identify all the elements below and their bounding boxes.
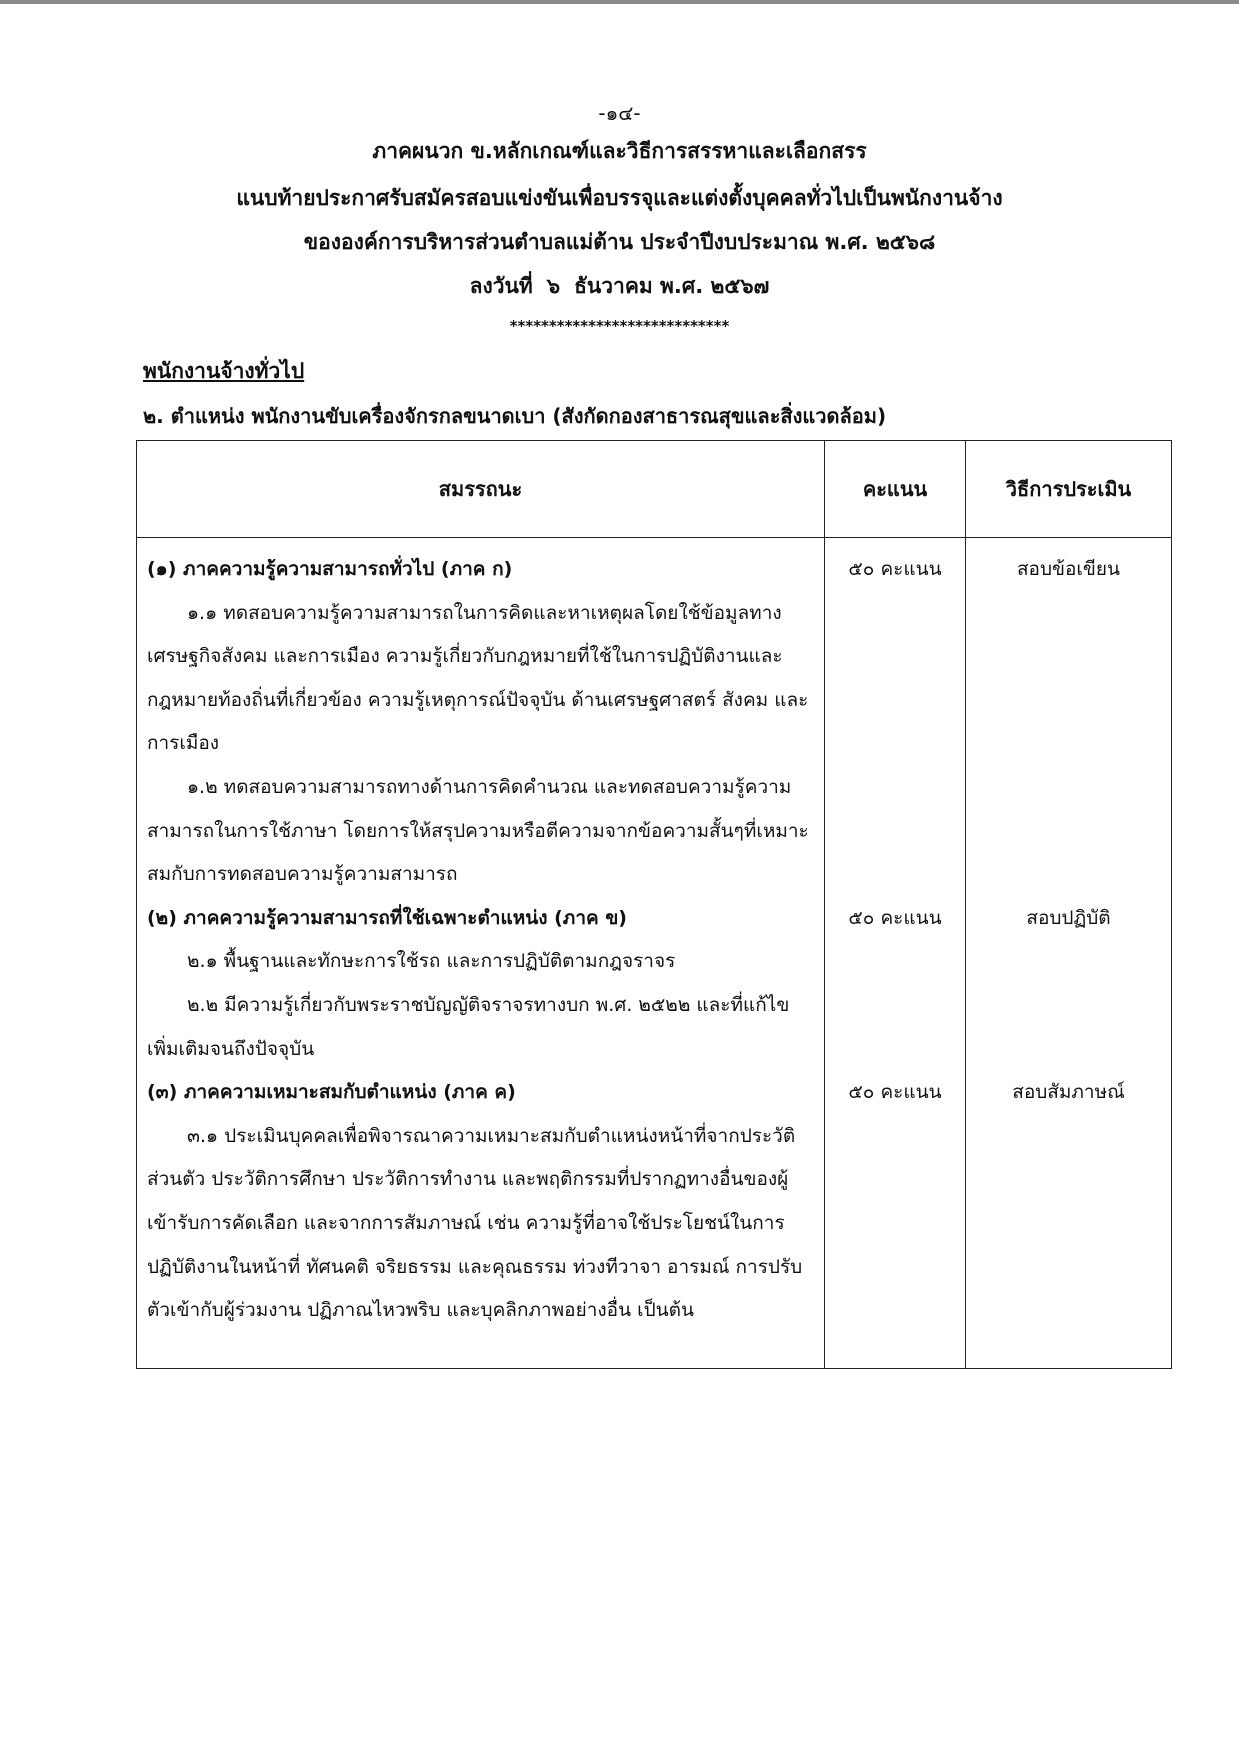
- part1-item2: ๑.๒ ทดสอบความสามารถทางด้านการคิดคำนวณ และทดสอบความรู้ความสามารถในการใช้ภาษา โดยการให้สรุปความหรือตีความจากข้อความสั้นๆที่เหมาะสมกับการทดสอบความรู้ความสามารถ: [147, 775, 809, 886]
- organization-title: ขององค์การบริหารส่วนตำบลแม่ต้าน ประจำปีงบประมาณ พ.ศ. ๒๕๖๘: [303, 230, 936, 254]
- table-body-row: [137, 538, 1172, 1369]
- criteria-table: [136, 440, 1172, 1369]
- announcement-date: [0, 271, 1239, 301]
- part1-method: สอบข้อเขียน: [1016, 558, 1121, 580]
- header-method: วิธีการประเมิน: [966, 441, 1172, 538]
- part2-item2: ๒.๒ มีความรู้เกี่ยวกับพระราชบัญญัติจราจรทางบก พ.ศ. ๒๕๒๒ และที่แก้ไขเพิ่มเติมจนถึงปัจจุบัน: [147, 993, 790, 1060]
- competency-cell: [137, 538, 825, 1369]
- part1-item1: ๑.๑ ทดสอบความรู้ความสามารถในการคิดและหาเหตุผลโดยใช้ข้อมูลทางเศรษฐกิจสังคม และการเมือง ความรู้เกี่ยวกับกฎหมายที่ใช้ในการปฏิบัติงานและกฎหมายท้องถิ่นที่เกี่ยวข้อง ความรู้เหตุการณ์ปัจจุบัน ด้านเศรษฐศาสตร์ สังคม และการเมือง: [147, 601, 809, 755]
- date-prefix: ลงวันที่: [469, 274, 533, 298]
- part1-title: (๑) ภาคความรู้ความสามารถทั่วไป (ภาค ก): [147, 558, 513, 580]
- part3-item1: ๓.๑ ประเมินบุคคลเพื่อพิจารณาความเหมาะสมกับตำแหน่งหน้าที่จากประวัติส่วนตัว ประวัติการศึกษา ประวัติการทำงาน และพฤติกรรมที่ปรากฏทางอื่นของผู้เข้ารับการคัดเลือก และจากการสัมภาษณ์ เช่น ความรู้ที่อาจใช้ประโยชน์ในการปฏิบัติงานในหน้าที่ ทัศนคติ จริยธรรม และคุณธรรม ท่วงทีวาจา อารมณ์ การปรับตัวเข้ากับผู้ร่วมงาน ปฏิภาณไหวพริบ และบุคลิกภาพอย่างอื่น เป็นต้น: [147, 1124, 803, 1322]
- part3-method: สอบสัมภาษณ์: [1012, 1081, 1125, 1104]
- position-line: ๒. ตำแหน่ง พนักงานขับเครื่องจักรกลขนาดเบา (สังกัดกองสาธารณสุขและสิ่งแวดล้อม): [143, 404, 887, 428]
- announcement-title: แนบท้ายประกาศรับสมัครสอบแข่งขันเพื่อบรรจุและแต่งตั้งบุคคลทั่วไปเป็นพนักงานจ้าง: [236, 186, 1003, 210]
- page-number: -๑๔-: [598, 101, 641, 125]
- scan-edge: [0, 0, 1239, 4]
- method-cell: [966, 538, 1172, 1369]
- date-day-handwritten: ๖: [546, 274, 561, 298]
- part1-score: ๕๐ คะแนน: [848, 558, 942, 580]
- part3-score: ๕๐ คะแนน: [848, 1081, 942, 1104]
- annex-title: ภาคผนวก ข.หลักเกณฑ์และวิธีการสรรหาและเลือกสรร: [372, 139, 867, 163]
- part2-score: ๕๐ คะแนน: [848, 906, 942, 929]
- part3-title: (๓) ภาคความเหมาะสมกับตำแหน่ง (ภาค ค): [147, 1081, 516, 1104]
- date-suffix: ธันวาคม พ.ศ. ๒๕๖๗: [574, 274, 770, 298]
- part2-method: สอบปฏิบัติ: [1026, 906, 1111, 929]
- header-competency: สมรรถนะ: [137, 441, 825, 538]
- table-header-row: [137, 441, 1172, 538]
- header-score: คะแนน: [825, 441, 966, 538]
- part2-title: (๒) ภาคความรู้ความสามารถที่ใช้เฉพาะตำแหน่ง (ภาค ข): [147, 906, 627, 929]
- part2-item1: ๒.๑ พื้นฐานและทักษะการใช้รถ และการปฏิบัติตามกฎจราจร: [187, 950, 676, 973]
- score-cell: [825, 538, 966, 1369]
- section-title: พนักงานจ้างทั่วไป: [143, 359, 305, 383]
- separator-stars: ****************************: [509, 317, 730, 335]
